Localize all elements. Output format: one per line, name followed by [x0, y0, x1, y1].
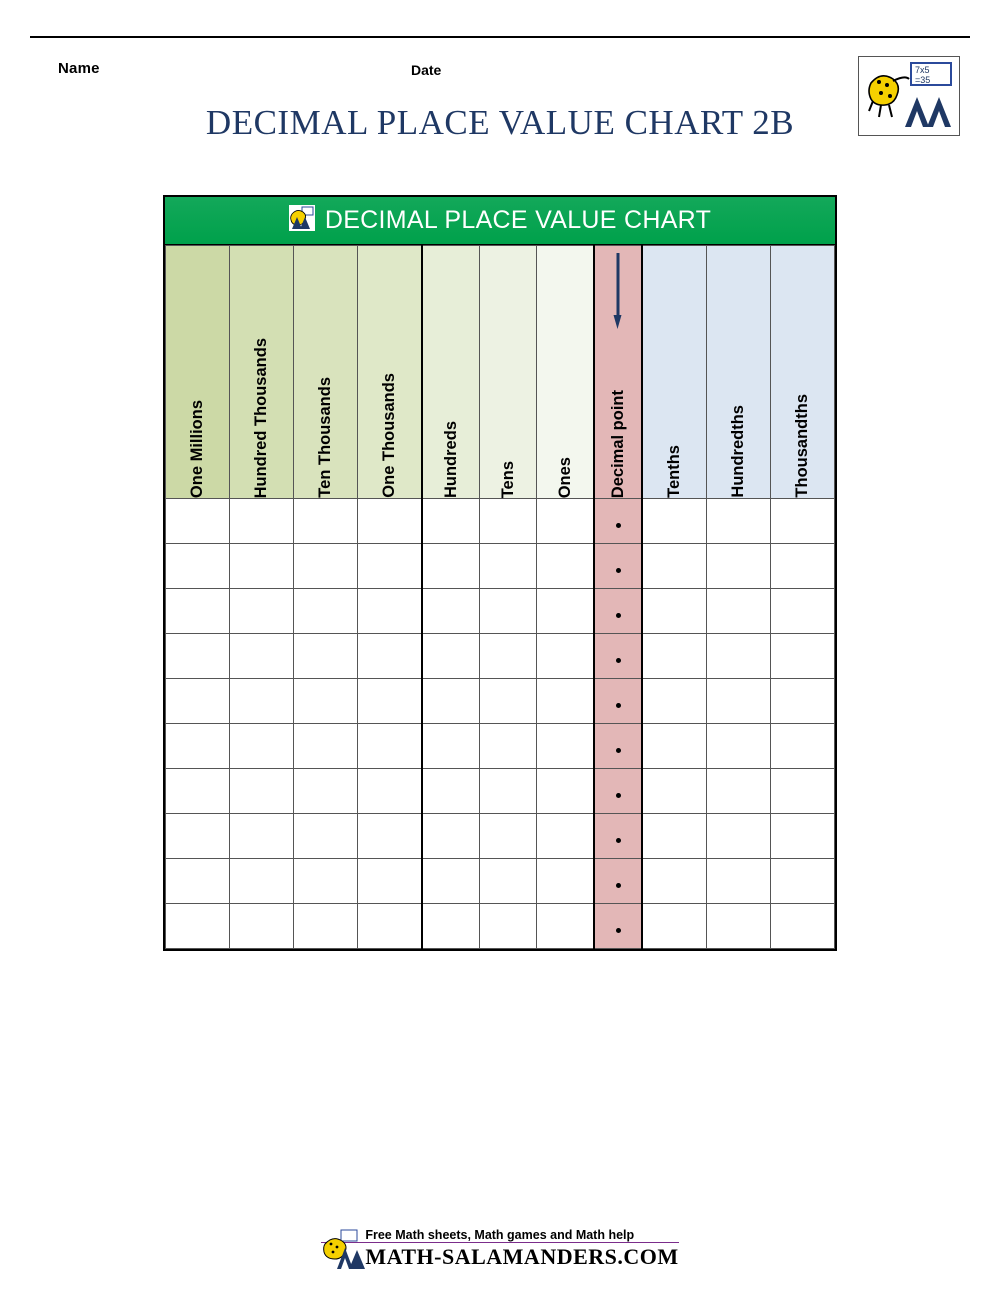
entry-cell[interactable]	[166, 904, 230, 949]
entry-cell[interactable]	[230, 679, 294, 724]
entry-cell[interactable]	[537, 499, 594, 544]
entry-cell[interactable]	[422, 634, 479, 679]
salamander-footer-logo	[321, 1228, 365, 1272]
entry-cell[interactable]	[770, 814, 834, 859]
decimal-point-cell	[594, 814, 642, 859]
entry-cell[interactable]	[479, 589, 536, 634]
entry-cell[interactable]	[230, 634, 294, 679]
entry-cell[interactable]	[537, 769, 594, 814]
entry-cell[interactable]	[706, 679, 770, 724]
column-header-hundred-thousands	[230, 246, 294, 499]
column-label: Tenths	[665, 445, 684, 498]
entry-cell[interactable]	[770, 724, 834, 769]
entry-cell[interactable]	[706, 589, 770, 634]
table-row	[166, 814, 835, 859]
entry-cell[interactable]	[166, 769, 230, 814]
math-salamanders-logo	[858, 56, 960, 136]
entry-cell[interactable]	[358, 769, 422, 814]
table-body	[166, 499, 835, 949]
entry-cell[interactable]	[422, 589, 479, 634]
decimal-point-cell	[594, 904, 642, 949]
entry-cell[interactable]	[230, 814, 294, 859]
chart-header	[165, 197, 835, 245]
header-divider	[30, 36, 970, 38]
entry-cell[interactable]	[358, 499, 422, 544]
entry-cell[interactable]	[230, 769, 294, 814]
entry-cell[interactable]	[537, 634, 594, 679]
entry-cell[interactable]	[294, 499, 358, 544]
entry-cell[interactable]	[642, 724, 706, 769]
chart-header-title: DECIMAL PLACE VALUE CHART	[324, 206, 712, 234]
entry-cell[interactable]	[642, 634, 706, 679]
entry-cell[interactable]	[537, 814, 594, 859]
decimal-point-cell	[594, 769, 642, 814]
entry-cell[interactable]	[537, 679, 594, 724]
entry-cell[interactable]	[479, 904, 536, 949]
entry-cell[interactable]	[642, 544, 706, 589]
entry-cell[interactable]	[230, 589, 294, 634]
decimal-point-cell	[594, 679, 642, 724]
decimal-point-cell	[594, 634, 642, 679]
table-row	[166, 544, 835, 589]
entry-cell[interactable]	[642, 859, 706, 904]
entry-cell[interactable]	[770, 634, 834, 679]
entry-cell[interactable]	[642, 769, 706, 814]
entry-cell[interactable]	[358, 589, 422, 634]
svg-text:7x5: 7x5	[915, 65, 930, 75]
column-header-ten-thousands	[294, 246, 358, 499]
decimal-point-cell	[594, 859, 642, 904]
column-header-tenths	[642, 246, 706, 499]
entry-cell[interactable]	[294, 679, 358, 724]
entry-cell[interactable]	[294, 544, 358, 589]
column-header-hundreds	[422, 246, 479, 499]
table-row	[166, 589, 835, 634]
entry-cell[interactable]	[358, 544, 422, 589]
entry-cell[interactable]	[230, 904, 294, 949]
entry-cell[interactable]	[166, 859, 230, 904]
entry-cell[interactable]	[358, 904, 422, 949]
entry-cell[interactable]	[537, 904, 594, 949]
entry-cell[interactable]	[479, 814, 536, 859]
entry-cell[interactable]	[422, 814, 479, 859]
entry-cell[interactable]	[358, 634, 422, 679]
table-row	[166, 724, 835, 769]
entry-cell[interactable]	[166, 499, 230, 544]
entry-cell[interactable]	[294, 634, 358, 679]
entry-cell[interactable]	[294, 589, 358, 634]
entry-cell[interactable]	[479, 769, 536, 814]
entry-cell[interactable]	[642, 589, 706, 634]
entry-cell[interactable]	[479, 544, 536, 589]
decimal-point-cell	[594, 724, 642, 769]
page-title: DECIMAL PLACE VALUE CHART 2B	[205, 103, 795, 142]
column-label: Hundred Thousands	[252, 337, 271, 498]
table-row	[166, 499, 835, 544]
entry-cell[interactable]	[358, 724, 422, 769]
entry-cell[interactable]	[706, 544, 770, 589]
entry-cell[interactable]	[358, 814, 422, 859]
entry-cell[interactable]	[422, 859, 479, 904]
column-label: Decimal point	[608, 389, 627, 498]
entry-cell[interactable]	[294, 859, 358, 904]
entry-cell[interactable]	[642, 499, 706, 544]
entry-cell[interactable]	[230, 859, 294, 904]
entry-cell[interactable]	[537, 589, 594, 634]
entry-cell[interactable]	[706, 499, 770, 544]
entry-cell[interactable]	[166, 544, 230, 589]
entry-cell[interactable]	[422, 679, 479, 724]
entry-cell[interactable]	[770, 904, 834, 949]
entry-cell[interactable]	[294, 724, 358, 769]
column-label: One Thousands	[380, 373, 399, 498]
table-row	[166, 859, 835, 904]
table-row	[166, 904, 835, 949]
entry-cell[interactable]	[479, 634, 536, 679]
entry-cell[interactable]	[706, 814, 770, 859]
column-header-decimal-point	[594, 246, 642, 499]
entry-cell[interactable]	[294, 769, 358, 814]
column-label: Hundreds	[441, 420, 460, 498]
entry-cell[interactable]	[706, 769, 770, 814]
name-label: Name	[58, 60, 100, 77]
column-label: Hundredths	[729, 405, 748, 498]
table-row	[166, 634, 835, 679]
entry-cell[interactable]	[537, 724, 594, 769]
entry-cell[interactable]	[166, 724, 230, 769]
place-value-table	[165, 245, 835, 949]
column-header-one-thousands	[358, 246, 422, 499]
column-label: Thousandths	[793, 394, 812, 498]
table-row	[166, 769, 835, 814]
column-header-ones	[537, 246, 594, 499]
column-label: Ten Thousands	[316, 377, 335, 498]
entry-cell[interactable]	[770, 679, 834, 724]
entry-cell[interactable]	[642, 679, 706, 724]
entry-cell[interactable]	[166, 589, 230, 634]
entry-cell[interactable]	[166, 634, 230, 679]
column-header-tens	[479, 246, 536, 499]
decimal-point-cell	[594, 499, 642, 544]
entry-cell[interactable]	[479, 679, 536, 724]
column-label: Ones	[555, 456, 574, 498]
place-value-chart	[163, 195, 837, 951]
column-header-hundredths	[706, 246, 770, 499]
entry-cell[interactable]	[642, 904, 706, 949]
column-label: Tens	[498, 460, 517, 498]
column-header-one-millions	[166, 246, 230, 499]
decimal-point-cell	[594, 544, 642, 589]
entry-cell[interactable]	[706, 634, 770, 679]
entry-cell[interactable]	[230, 499, 294, 544]
column-header-thousandths	[770, 246, 834, 499]
entry-cell[interactable]	[770, 769, 834, 814]
entry-cell[interactable]	[706, 904, 770, 949]
footer	[0, 1228, 1000, 1270]
entry-cell[interactable]	[294, 904, 358, 949]
entry-cell[interactable]	[770, 499, 834, 544]
footer-tagline: Free Math sheets, Math games and Math help	[321, 1228, 678, 1243]
entry-cell[interactable]	[294, 814, 358, 859]
entry-cell[interactable]	[706, 859, 770, 904]
entry-cell[interactable]	[706, 724, 770, 769]
entry-cell[interactable]	[479, 499, 536, 544]
entry-cell[interactable]	[422, 724, 479, 769]
entry-cell[interactable]	[166, 679, 230, 724]
svg-text:=35: =35	[915, 75, 931, 85]
table-header-row	[166, 246, 835, 499]
entry-cell[interactable]	[770, 589, 834, 634]
date-label: Date	[411, 62, 442, 78]
entry-cell[interactable]	[358, 859, 422, 904]
entry-cell[interactable]	[479, 724, 536, 769]
entry-cell[interactable]	[422, 544, 479, 589]
table-row	[166, 679, 835, 724]
down-arrow-icon	[614, 253, 623, 331]
entry-cell[interactable]	[642, 814, 706, 859]
entry-cell[interactable]	[422, 499, 479, 544]
entry-cell[interactable]	[422, 769, 479, 814]
entry-cell[interactable]	[358, 679, 422, 724]
column-label: One Millions	[188, 399, 207, 498]
entry-cell[interactable]	[537, 544, 594, 589]
decimal-point-cell	[594, 589, 642, 634]
footer-site-name[interactable]: MATH-SALAMANDERS.COM	[365, 1244, 679, 1269]
entry-cell[interactable]	[479, 859, 536, 904]
entry-cell[interactable]	[537, 859, 594, 904]
salamander-icon	[289, 205, 315, 236]
entry-cell[interactable]	[422, 904, 479, 949]
entry-cell[interactable]	[166, 814, 230, 859]
entry-cell[interactable]	[770, 859, 834, 904]
entry-cell[interactable]	[770, 544, 834, 589]
entry-cell[interactable]	[230, 544, 294, 589]
entry-cell[interactable]	[230, 724, 294, 769]
